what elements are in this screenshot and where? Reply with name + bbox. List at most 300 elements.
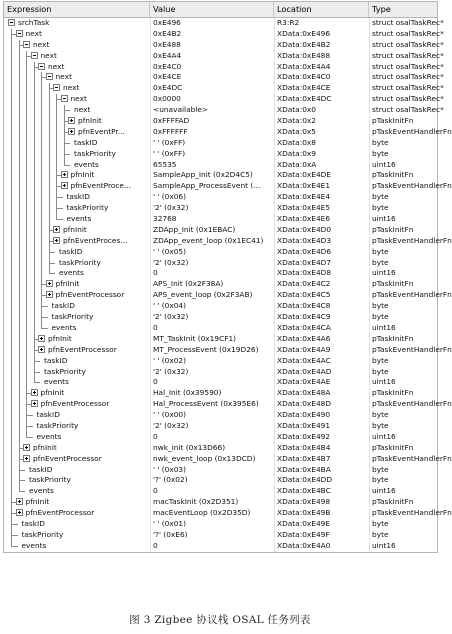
tree-guide-line bbox=[19, 51, 20, 62]
value-cell: 0 bbox=[153, 486, 158, 496]
tree-guide-line bbox=[49, 203, 50, 214]
tree-guide-line bbox=[41, 160, 42, 171]
expression-cell: next bbox=[33, 39, 50, 49]
expression-cell: pfnEventProcessor bbox=[25, 508, 95, 518]
expand-icon[interactable] bbox=[38, 335, 45, 342]
expression-cell: taskID bbox=[51, 301, 75, 311]
value-cell: Hal_Init (0x39590) bbox=[153, 388, 222, 398]
tree-guide-line bbox=[26, 181, 27, 192]
table-row[interactable] bbox=[4, 94, 444, 105]
expression-cell: pfnEventProce... bbox=[70, 181, 132, 191]
type-cell: pTaskEventHandlerFn bbox=[372, 453, 452, 463]
tree-guide-line bbox=[34, 258, 35, 269]
table-row[interactable] bbox=[4, 61, 444, 73]
tree-guide-line bbox=[11, 377, 12, 388]
collapse-icon[interactable] bbox=[38, 63, 45, 70]
table-row[interactable] bbox=[4, 453, 452, 465]
expression-cell: pfnEventProcessor bbox=[33, 453, 102, 463]
value-cell: APS_Init (0x2F38A) bbox=[153, 279, 224, 289]
tree-guide-line bbox=[19, 116, 20, 127]
tree-guide-line bbox=[11, 192, 12, 203]
location-cell: XData:0xE4A6 bbox=[277, 333, 331, 343]
tree-guide-line bbox=[41, 203, 42, 214]
table-row[interactable] bbox=[4, 258, 437, 269]
table-row[interactable] bbox=[4, 541, 437, 552]
value-cell: MT_ProcessEvent (0x19D26) bbox=[153, 344, 259, 354]
expression-cell: taskPriority bbox=[36, 420, 79, 430]
tree-guide-line bbox=[34, 203, 35, 214]
tree-guide-line bbox=[11, 323, 12, 334]
tree-guide-line bbox=[26, 268, 27, 279]
table-row[interactable] bbox=[4, 443, 437, 454]
location-cell: XData:0xE491 bbox=[277, 420, 331, 430]
table-row[interactable] bbox=[4, 508, 452, 519]
expand-icon[interactable] bbox=[23, 444, 30, 451]
tree-guide-line bbox=[19, 225, 20, 236]
value-cell: <unavailable> bbox=[153, 105, 209, 115]
type-cell: struct osalTaskRec* bbox=[372, 18, 444, 27]
type-cell: pTaskEventHandlerFn bbox=[372, 399, 452, 409]
table-row[interactable] bbox=[4, 214, 437, 225]
tree-guide-line bbox=[11, 443, 12, 454]
tree-guide-line bbox=[34, 116, 35, 127]
table-row[interactable] bbox=[4, 497, 437, 508]
location-cell: XData:0xE4BA bbox=[277, 464, 331, 474]
tree-guide-line bbox=[11, 486, 12, 497]
tree-guide-line bbox=[11, 225, 12, 236]
tree-guide-line bbox=[11, 181, 12, 192]
value-cell: macEventLoop (0x2D35D) bbox=[153, 508, 251, 518]
collapse-icon[interactable] bbox=[46, 73, 53, 80]
location-cell: XData:0xE4AE bbox=[277, 377, 331, 387]
value-cell: 0xFFFFFF bbox=[153, 126, 188, 136]
location-cell: XData:0xE4A4 bbox=[277, 61, 331, 71]
tree-guide-line bbox=[49, 149, 50, 160]
expand-icon[interactable] bbox=[23, 455, 30, 462]
expand-icon[interactable] bbox=[31, 389, 38, 396]
table-row[interactable] bbox=[4, 203, 437, 214]
tree-guide-line bbox=[49, 105, 50, 116]
value-cell: APS_event_loop (0x2F3AB) bbox=[153, 290, 253, 300]
tree-guide-line bbox=[41, 83, 42, 94]
tree-guide-line bbox=[11, 546, 18, 547]
value-cell: SampleApp_Init (0x2D4C5) bbox=[153, 170, 253, 180]
expand-icon[interactable] bbox=[53, 237, 60, 244]
expression-cell: pfnInit bbox=[55, 279, 80, 289]
location-cell: XData:0xE4E1 bbox=[277, 181, 331, 191]
value-cell: 0xE488 bbox=[153, 39, 181, 49]
tree-guide-line bbox=[26, 138, 27, 149]
table-row[interactable] bbox=[4, 399, 452, 410]
table-row[interactable] bbox=[4, 421, 437, 432]
location-cell: XData:0x8 bbox=[277, 137, 316, 147]
tree-guide-line bbox=[11, 524, 18, 525]
tree-guide-line bbox=[64, 110, 71, 111]
value-cell: ZDApp_event_loop (0x1EC41) bbox=[153, 235, 264, 245]
expand-icon[interactable] bbox=[46, 291, 53, 298]
tree-guide-line bbox=[11, 454, 12, 465]
tree-guide-line bbox=[19, 334, 20, 345]
table-row[interactable] bbox=[4, 18, 444, 29]
tree-guide-line bbox=[11, 421, 12, 432]
tree-guide-line bbox=[34, 225, 35, 236]
type-cell: pTaskInitFn bbox=[372, 333, 414, 343]
column-divider bbox=[150, 18, 151, 552]
type-cell: uint16 bbox=[372, 431, 396, 441]
value-cell: '2' (0x32) bbox=[153, 366, 189, 376]
type-cell: pTaskEventHandlerFn bbox=[372, 290, 452, 300]
location-cell: XData:0xE4D3 bbox=[277, 235, 332, 245]
expression-cell: next bbox=[63, 83, 80, 93]
tree-guide-line bbox=[19, 83, 20, 94]
tree-guide-line bbox=[64, 154, 71, 155]
table-row[interactable] bbox=[4, 50, 444, 62]
table-row[interactable] bbox=[4, 323, 437, 334]
type-cell: pTaskEventHandlerFn bbox=[372, 235, 452, 245]
table-row[interactable] bbox=[4, 83, 444, 94]
tree-guide-line bbox=[34, 312, 35, 323]
tree-guide-line bbox=[11, 138, 12, 149]
expand-icon[interactable] bbox=[68, 117, 75, 124]
expression-cell: taskID bbox=[36, 410, 60, 420]
tree-guide-line bbox=[26, 356, 27, 367]
location-cell: XData:0xE4B7 bbox=[277, 453, 331, 463]
location-cell: XData:0xE4C9 bbox=[277, 312, 331, 322]
tree-guide-line bbox=[56, 138, 57, 149]
value-cell: SampleApp_ProcessEvent (... bbox=[153, 181, 261, 191]
tree-guide-line bbox=[19, 367, 20, 378]
value-cell: 0xE4C0 bbox=[153, 61, 182, 71]
tree-guide-line bbox=[64, 165, 71, 166]
expression-cell: next bbox=[74, 105, 91, 115]
location-cell: XData:0xE49E bbox=[277, 518, 331, 528]
tree-guide-line bbox=[64, 143, 71, 144]
expression-cell: pfnEventProcessor bbox=[40, 399, 110, 409]
type-cell: pTaskInitFn bbox=[372, 224, 414, 234]
value-cell: 0 bbox=[153, 377, 158, 387]
value-cell: 0xE4DC bbox=[153, 83, 183, 93]
tree-guide-line bbox=[19, 421, 20, 432]
location-cell: XData:0xE4D8 bbox=[277, 268, 332, 278]
value-cell: ' ' (0x05) bbox=[153, 246, 187, 256]
column-header-row bbox=[4, 2, 437, 18]
type-cell: struct osalTaskRec* bbox=[372, 94, 444, 104]
tree-guide-line bbox=[19, 345, 20, 356]
table-row[interactable] bbox=[4, 356, 437, 367]
value-cell: 0xE496 bbox=[153, 18, 181, 27]
expression-cell: next bbox=[55, 72, 72, 82]
expression-cell: taskID bbox=[59, 246, 83, 256]
table-row[interactable] bbox=[4, 519, 437, 530]
tree-guide-line bbox=[41, 247, 42, 258]
tree-guide-line bbox=[41, 306, 48, 307]
expand-icon[interactable] bbox=[16, 509, 23, 516]
location-cell: XData:0x0 bbox=[277, 105, 316, 115]
tree-guide-line bbox=[49, 273, 56, 274]
expression-cell: pfnEventProcessor bbox=[55, 290, 125, 300]
tree-guide-line bbox=[26, 116, 27, 127]
location-cell: XData:0xE488 bbox=[277, 50, 331, 60]
table-row[interactable] bbox=[4, 105, 444, 116]
table-row[interactable] bbox=[4, 388, 437, 399]
location-cell: XData:0xE4DE bbox=[277, 170, 332, 180]
tree-guide-line bbox=[26, 290, 27, 301]
tree-guide-line bbox=[26, 345, 27, 356]
table-row[interactable] bbox=[4, 149, 437, 160]
location-cell: XData:0xE4DD bbox=[277, 475, 333, 485]
table-row[interactable] bbox=[4, 301, 437, 312]
tree-guide-line bbox=[41, 214, 42, 225]
tree-guide-line bbox=[11, 160, 12, 171]
expand-icon[interactable] bbox=[38, 346, 45, 353]
tree-guide-line bbox=[26, 62, 27, 73]
table-row[interactable] bbox=[4, 138, 437, 149]
column-header-value[interactable]: Value bbox=[150, 2, 274, 17]
tree-guide-line bbox=[56, 160, 57, 171]
location-cell: XData:0xE4E6 bbox=[277, 214, 331, 224]
value-cell: '2' (0x32) bbox=[153, 203, 189, 213]
value-cell: Hal_ProcessEvent (0x395E6) bbox=[153, 399, 259, 409]
tree-guide-line bbox=[56, 105, 57, 116]
table-row[interactable] bbox=[4, 486, 437, 497]
location-cell: XData:0xE492 bbox=[277, 431, 331, 441]
value-cell: 0 bbox=[153, 268, 158, 278]
tree-guide-line bbox=[49, 214, 50, 225]
column-divider bbox=[369, 18, 370, 552]
tree-guide-line bbox=[11, 214, 12, 225]
value-cell: '2' (0x32) bbox=[153, 420, 189, 430]
collapse-icon[interactable] bbox=[16, 30, 23, 37]
value-cell: ' ' (0x06) bbox=[153, 192, 187, 202]
tree-guide-line bbox=[19, 181, 20, 192]
type-cell: pTaskEventHandlerFn bbox=[372, 181, 452, 191]
table-row[interactable] bbox=[4, 160, 437, 171]
tree-guide-line bbox=[41, 192, 42, 203]
expression-cell: taskPriority bbox=[44, 366, 86, 376]
watch-rows bbox=[4, 18, 452, 552]
tree-guide-line bbox=[34, 279, 35, 290]
table-row[interactable] bbox=[4, 126, 452, 138]
table-row[interactable] bbox=[4, 28, 444, 40]
type-cell: uint16 bbox=[372, 159, 396, 169]
table-row[interactable] bbox=[4, 247, 437, 258]
tree-guide-line bbox=[19, 160, 20, 171]
table-row[interactable] bbox=[4, 225, 437, 236]
table-row[interactable] bbox=[4, 530, 437, 541]
value-cell: macTaskInit (0x2D351) bbox=[153, 497, 239, 507]
value-cell: 0xE4CE bbox=[153, 72, 182, 82]
expression-cell: events bbox=[21, 540, 47, 550]
table-row[interactable] bbox=[4, 334, 437, 345]
value-cell: nwk_init (0x13D66) bbox=[153, 442, 226, 452]
table-row[interactable] bbox=[4, 279, 437, 290]
expression-cell: events bbox=[51, 322, 77, 332]
column-header-location[interactable]: Location bbox=[274, 2, 369, 17]
tree-guide-line bbox=[26, 247, 27, 258]
collapse-icon[interactable] bbox=[53, 84, 60, 91]
table-row[interactable] bbox=[4, 344, 452, 356]
expand-icon[interactable] bbox=[68, 128, 75, 135]
location-cell: XData:0xE4C0 bbox=[277, 72, 331, 82]
tree-guide-line bbox=[34, 181, 35, 192]
location-cell: XData:0xE4B2 bbox=[277, 39, 331, 49]
expand-icon[interactable] bbox=[31, 400, 38, 407]
type-cell: byte bbox=[372, 192, 389, 202]
expand-icon[interactable] bbox=[46, 280, 53, 287]
tree-guide-line bbox=[19, 105, 20, 116]
tree-guide-line bbox=[11, 72, 12, 83]
type-cell: byte bbox=[372, 410, 389, 420]
tree-guide-line bbox=[34, 236, 35, 247]
table-row[interactable] bbox=[4, 181, 452, 192]
location-cell: XData:0xE4C8 bbox=[277, 301, 331, 311]
table-row[interactable] bbox=[4, 312, 437, 323]
location-cell: XData:0xE4E5 bbox=[277, 203, 331, 213]
table-row[interactable] bbox=[4, 116, 437, 127]
value-cell: 0xFFFFAD bbox=[153, 116, 190, 126]
tree-guide-line bbox=[34, 301, 35, 312]
table-row[interactable] bbox=[4, 290, 452, 301]
tree-guide-line bbox=[11, 367, 12, 378]
type-cell: pTaskInitFn bbox=[372, 497, 414, 507]
collapse-icon[interactable] bbox=[23, 41, 30, 48]
tree-guide-line bbox=[34, 160, 35, 171]
value-cell: ' ' (0xFF) bbox=[153, 137, 186, 147]
expression-cell: pfnInit bbox=[78, 116, 102, 126]
tree-guide-line bbox=[26, 437, 33, 438]
type-cell: byte bbox=[372, 257, 389, 267]
tree-guide-line bbox=[11, 399, 12, 410]
tree-guide-line bbox=[19, 72, 20, 83]
tree-guide-line bbox=[19, 491, 26, 492]
tree-guide-line bbox=[11, 83, 12, 94]
table-row[interactable] bbox=[4, 235, 452, 247]
table-row[interactable] bbox=[4, 367, 437, 378]
table-row[interactable] bbox=[4, 377, 437, 388]
type-cell: byte bbox=[372, 355, 389, 365]
column-header-expression[interactable]: Expression bbox=[4, 2, 150, 17]
table-row[interactable] bbox=[4, 72, 444, 83]
type-cell: struct osalTaskRec* bbox=[372, 105, 444, 115]
value-cell: 0x0000 bbox=[153, 94, 181, 104]
expand-icon[interactable] bbox=[61, 182, 68, 189]
tree-guide-line bbox=[11, 312, 12, 323]
tree-guide-line bbox=[49, 138, 50, 149]
expand-icon[interactable] bbox=[61, 171, 68, 178]
tree-guide-line bbox=[49, 116, 50, 127]
tree-guide-line bbox=[49, 127, 50, 138]
expression-cell: pfnInit bbox=[48, 333, 72, 343]
tree-guide-line bbox=[26, 312, 27, 323]
expression-cell: pfnEventProcessor bbox=[48, 344, 117, 354]
table-row[interactable] bbox=[4, 475, 437, 486]
type-cell: byte bbox=[372, 366, 389, 376]
expression-cell: pfnInit bbox=[25, 497, 50, 507]
location-cell: XData:0xE4A9 bbox=[277, 344, 331, 354]
type-cell: byte bbox=[372, 246, 389, 256]
expand-icon[interactable] bbox=[16, 498, 23, 505]
location-cell: XData:0xE498 bbox=[277, 497, 331, 507]
location-cell: XData:0xE4BC bbox=[277, 486, 331, 496]
tree-guide-line bbox=[34, 105, 35, 116]
value-cell: 0 bbox=[153, 322, 158, 332]
value-cell: '2' (0x32) bbox=[153, 257, 189, 267]
location-cell: XData:0xE4C2 bbox=[277, 279, 331, 289]
expression-cell: taskPriority bbox=[66, 203, 109, 213]
table-row[interactable] bbox=[4, 268, 437, 279]
column-header-type[interactable]: Type bbox=[372, 4, 391, 14]
tree-guide-line bbox=[56, 127, 57, 138]
tree-guide-line bbox=[19, 258, 20, 269]
figure-caption: 图 3 Zigbee 协议栈 OSAL 任务列表 bbox=[129, 614, 311, 626]
value-cell: '?' (0xE6) bbox=[153, 529, 188, 539]
tree-guide-line bbox=[26, 170, 27, 181]
expression-cell: events bbox=[36, 431, 62, 441]
table-row[interactable] bbox=[4, 465, 437, 476]
tree-guide-line bbox=[41, 317, 48, 318]
expression-cell: pfnInit bbox=[40, 388, 65, 398]
table-row[interactable] bbox=[4, 39, 444, 51]
value-cell: ZDApp_Init (0x1EBAC) bbox=[153, 224, 236, 234]
tree-guide-line bbox=[34, 94, 35, 105]
location-cell: XData:0xE490 bbox=[277, 410, 331, 420]
expression-cell: next bbox=[48, 61, 65, 71]
tree-guide-line bbox=[49, 160, 50, 171]
type-cell: struct osalTaskRec* bbox=[372, 28, 444, 38]
tree-guide-line bbox=[19, 192, 20, 203]
tree-guide-line bbox=[34, 361, 41, 362]
tree-guide-line bbox=[11, 105, 12, 116]
type-cell: byte bbox=[372, 518, 389, 528]
tree-guide-line bbox=[19, 268, 20, 279]
expand-icon[interactable] bbox=[53, 226, 60, 233]
location-cell: XData:0xA bbox=[277, 159, 317, 169]
tree-guide-line bbox=[19, 279, 20, 290]
tree-guide-line bbox=[19, 323, 20, 334]
collapse-icon[interactable] bbox=[61, 95, 68, 102]
type-cell: uint16 bbox=[372, 322, 396, 332]
tree-guide-line bbox=[41, 116, 42, 127]
type-cell: byte bbox=[372, 203, 389, 213]
tree-guide-line bbox=[34, 247, 35, 258]
table-row[interactable] bbox=[4, 432, 437, 443]
table-row[interactable] bbox=[4, 170, 437, 181]
column-divider bbox=[274, 18, 275, 552]
tree-guide-line bbox=[56, 208, 63, 209]
tree-guide-line bbox=[49, 94, 50, 105]
tree-guide-line bbox=[11, 345, 12, 356]
expression-cell: taskID bbox=[44, 355, 68, 365]
tree-guide-line bbox=[49, 252, 56, 253]
value-cell: ' ' (0x04) bbox=[153, 301, 187, 311]
table-row[interactable] bbox=[4, 410, 437, 421]
value-cell: 0 bbox=[153, 431, 158, 441]
tree-guide-line bbox=[26, 160, 27, 171]
tree-guide-line bbox=[11, 62, 12, 73]
tree-guide-line bbox=[19, 432, 20, 443]
tree-guide-line bbox=[34, 149, 35, 160]
tree-guide-line bbox=[11, 334, 12, 345]
location-cell: XData:0xE4C5 bbox=[277, 290, 331, 300]
tree-guide-line bbox=[41, 149, 42, 160]
tree-guide-line bbox=[26, 149, 27, 160]
tree-guide-line bbox=[19, 356, 20, 367]
collapse-icon[interactable] bbox=[31, 52, 38, 59]
table-row[interactable] bbox=[4, 192, 437, 203]
value-cell: ' ' (0x03) bbox=[153, 464, 187, 474]
collapse-icon[interactable] bbox=[8, 19, 15, 26]
tree-guide-line bbox=[26, 214, 27, 225]
